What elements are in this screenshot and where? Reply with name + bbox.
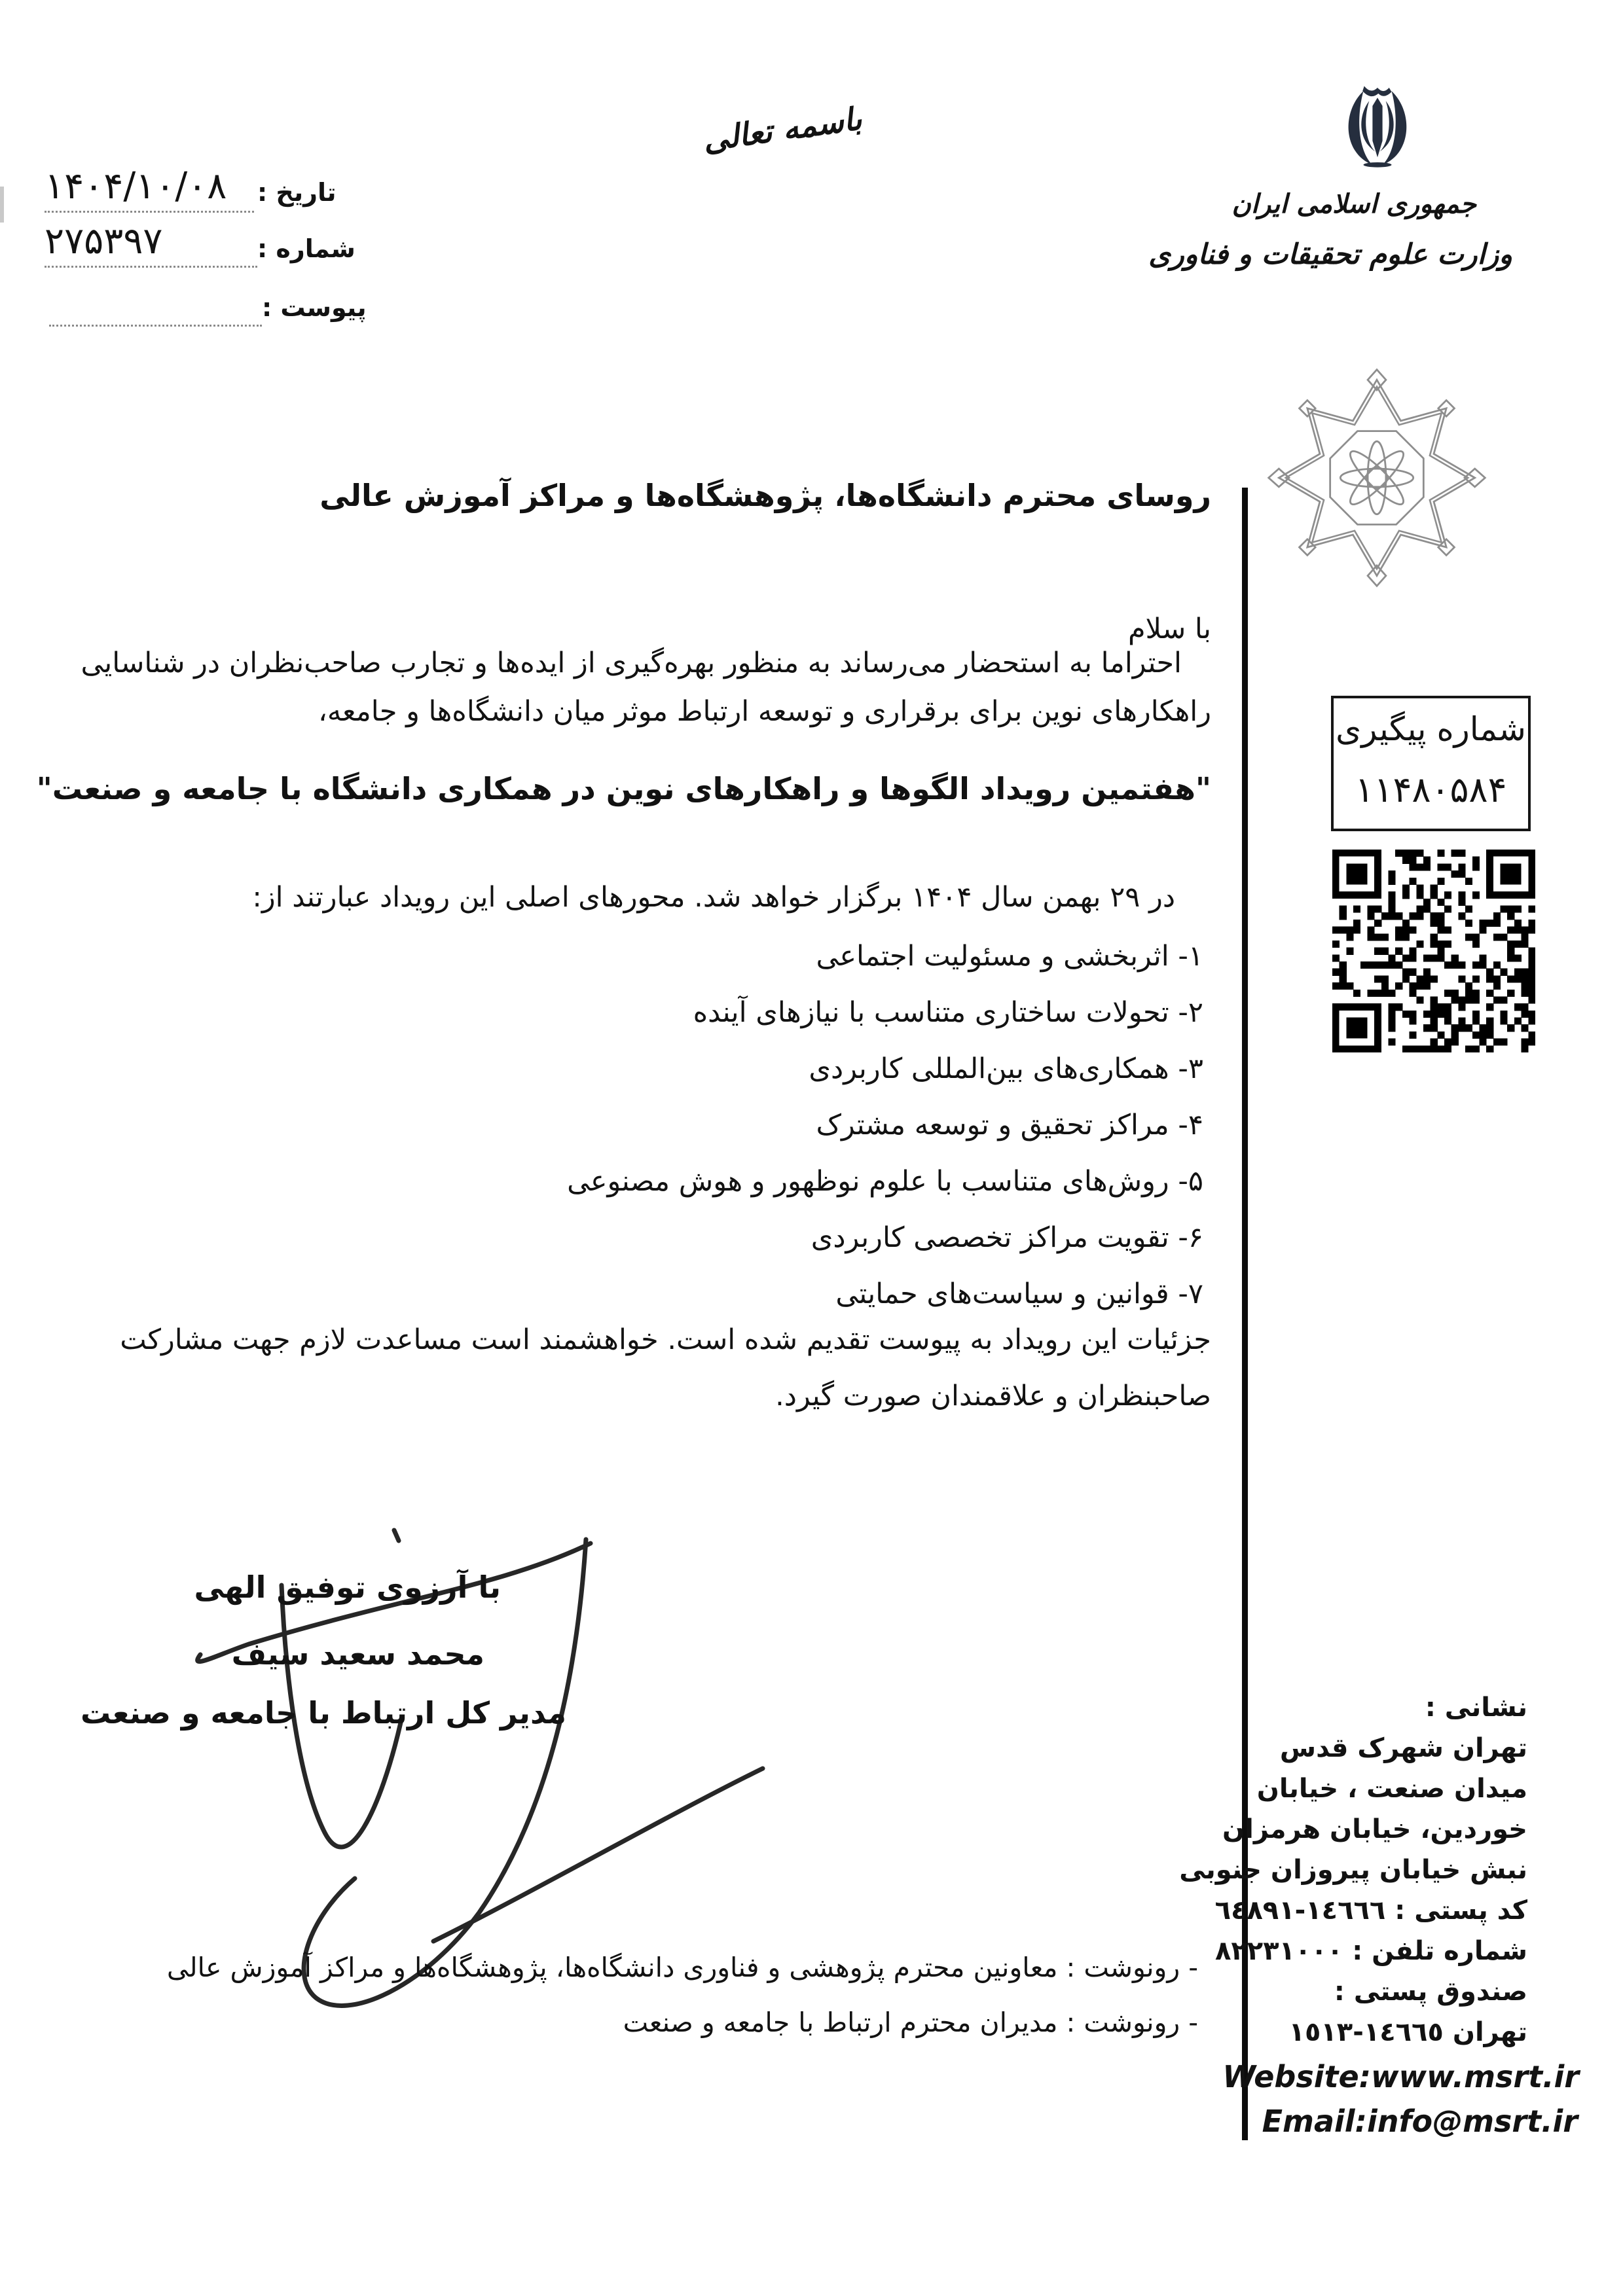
website-text: Website:www.msrt.ir (1222, 2059, 1579, 2094)
tracking-box (1331, 696, 1531, 831)
number-value: ۲۷۵۳۹۷ (45, 220, 163, 262)
list-item: ۳- همکاری‌های بین‌المللی کاربردی (809, 1052, 1203, 1085)
besmele-calligraphy: باسمه تعالی (701, 100, 864, 159)
greeting-heading: روسای محترم دانشگاه‌ها، پژوهشگاه‌ها و مراکز آموزش عالی (319, 478, 1211, 513)
ornament-star (1250, 364, 1503, 592)
cc-line-2: - رونوشت : مدیران محترم ارتباط با جامعه و صنعت (623, 2007, 1198, 2038)
date-dotted-line (45, 211, 254, 213)
ministry-title: وزارت علوم تحقیقات و فناوری (1148, 238, 1512, 271)
list-item: ۵- روش‌های متناسب با علوم نوظهور و هوش مصنوعی (567, 1165, 1203, 1198)
signature-wish: با آرزوی توفیق الهی (194, 1570, 501, 1605)
qr-code (1332, 850, 1535, 1052)
attachment-dotted-line (49, 325, 262, 327)
salutation: با سلام (1127, 613, 1211, 645)
address-line: نبش خیابان پیروزان جنوبی (1179, 1855, 1527, 1885)
signature-name: محمد سعید سیف (231, 1636, 484, 1672)
paragraph-line-1: احتراما به استحضار می‌رساند به منظور بهره‌گیری از ایده‌ها و تجارب صاحب‌نظران در شناسایی (81, 647, 1182, 679)
list-item: ۷- قوانین و سیاست‌های حمایتی (835, 1278, 1203, 1310)
address-line: خوردین، خیابان هرمزان (1222, 1814, 1527, 1844)
closing-line-2: صاحبنظران و علاقمندان صورت گیرد. (775, 1380, 1211, 1412)
paragraph-line-2: راهکارهای نوین برای برقراری و توسعه ارتباط موثر میان دانشگاه‌ها و جامعه، (318, 695, 1211, 728)
iran-emblem-icon (1328, 73, 1427, 177)
date-label: تاریخ : (257, 178, 337, 207)
tracking-number: ۱۱۴۸۰۵۸۴ (1355, 769, 1507, 810)
number-dotted-line (45, 266, 257, 268)
event-title: "هفتمین رویداد الگوها و راهکارهای نوین در همکاری دانشگاه با جامعه و صنعت" (36, 771, 1211, 806)
address-line: میدان صنعت ، خیابان (1256, 1774, 1527, 1804)
address-line: تهران ١٤٦٦٥-١٥١٣ (1288, 2017, 1527, 2047)
date-value: ۱۴۰۴/۱۰/۰۸ (45, 165, 227, 207)
address-line: تهران شهرک قدس (1279, 1733, 1527, 1763)
address-line: نشانی : (1425, 1693, 1527, 1723)
number-label: شماره : (257, 234, 356, 263)
scan-artifact (0, 187, 4, 223)
list-item: ۲- تحولات ساختاری متناسب با نیازهای آینده (693, 996, 1203, 1029)
list-item: ۶- تقویت مراکز تخصصی کاربردی (811, 1221, 1203, 1254)
attachment-label: پیوست : (262, 293, 367, 322)
tracking-label: شماره پیگیری (1336, 710, 1526, 748)
email-text: Email:info@msrt.ir (1262, 2104, 1578, 2139)
republic-title: جمهوری اسلامی ایران (1231, 188, 1476, 219)
address-line: کد پستی : ١٤٦٦٦-٦٤٨٩١ (1214, 1895, 1527, 1926)
address-line: صندوق پستی : (1334, 1977, 1527, 2007)
list-item: ۴- مراکز تحقیق و توسعه مشترک (816, 1109, 1203, 1141)
cc-line-1: - رونوشت : معاونین محترم پژوهشی و فناوری دانشگاه‌ها، پژوهشگاه‌ها و مراکز آموزش عالی (166, 1952, 1198, 1983)
signature-title: مدیر کل ارتباط با جامعه و صنعت (81, 1695, 566, 1731)
list-item: ۱- اثربخشی و مسئولیت اجتماعی (816, 940, 1203, 973)
address-line: شماره تلفن : ٨٢٢٣١٠٠٠ (1214, 1936, 1527, 1966)
closing-line-1: جزئیات این رویداد به پیوست تقدیم شده است. خواهشمند است مساعدت لازم جهت مشارکت (120, 1323, 1211, 1356)
address-block (1161, 1693, 1527, 2058)
event-date-line: در ۲۹ بهمن سال ۱۴۰۴ برگزار خواهد شد. محورهای اصلی این رویداد عبارتند از: (252, 881, 1175, 914)
